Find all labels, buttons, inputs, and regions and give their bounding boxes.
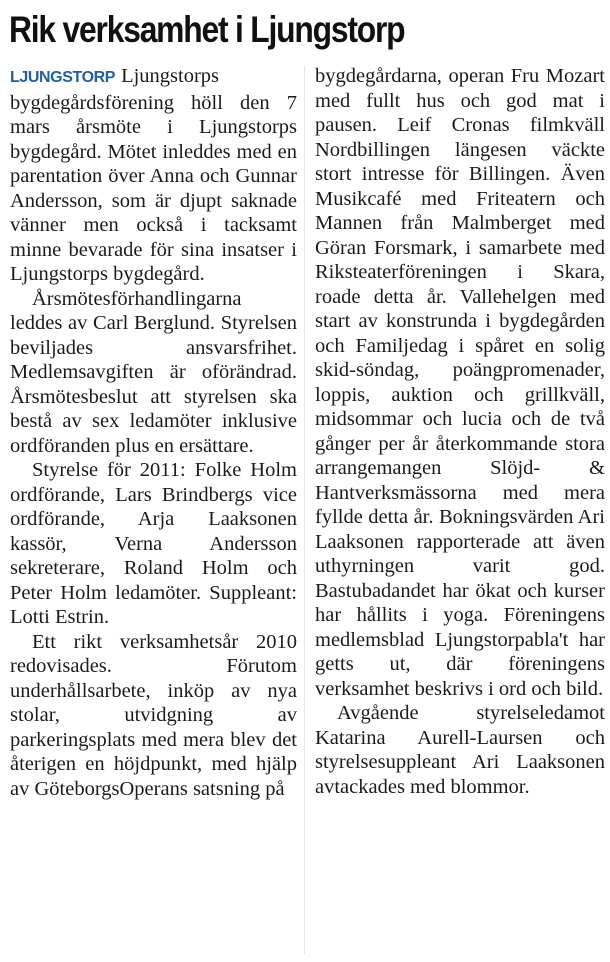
paragraph-4: Ett rikt verksamhetsår 2010 redovisades. Förutom underhållsarbete, inköp av nya stolar, utvidgning av parkeringsplats med mera blev det återigen en höjdpunkt, med hjälp av GöteborgsOperans satsning på [10,630,297,800]
article-headline: Rik verksamhet i Ljungstorp [9,9,405,50]
dateline: LJUNGSTORP [10,69,116,86]
right-column [315,64,605,799]
paragraph-1 [10,64,297,287]
paragraph-2: Årsmötesförhandlingarna leddes av Carl Berglund. Styrelsen beviljades ansvarsfrihet. Medlemsavgiften är oförändrad. Årsmötesbeslut att styrelsen ska bestå av sex ledamöter inklusive ordföranden plus en ersättare. [10,287,297,457]
paragraph-3: Styrelse för 2011: Folke Holm ordförande, Lars Brindbergs vice ordförande, Arja Laaksonen kassör, Verna Andersson sekreterare, Roland Holm och Peter Holm ledamöter. Suppleant: Lotti Estrin. [10,459,297,628]
left-column [10,64,297,801]
column-divider [304,66,305,954]
paragraph-1-text: Ljungstorps bygdegårdsförening höll den 7 mars årsmöte i Ljungstorps bygdegård. Mötet inleddes med en parentation över Anna och Gunnar Andersson, som är djupt saknade vänner men också i tacksamt minne bevarade för sina insatser i Ljungstorps bygdegård. [10,65,297,285]
paragraph-6: Avgående styrelseledamot Katarina Aurell-Laursen och styrelsesuppleant Ari Laaksonen avtackades med blommor. [315,702,605,798]
paragraph-5: bygdegårdarna, operan Fru Mozart med fullt hus och god mat i pausen. Leif Cronas filmkväll Nordbillingen längesen väckte stort intresse för Billingen. Även Musikcafé med Friteatern och Mannen från Malmberget med Göran Forsmark, i samarbete med Riksteaterföreningen i Skara, roade detta år. Vallehelgen med start av konstrunda i bygdegården och Familjedag i spåret en solig skid-söndag, poängpromenader, loppis, auktion och grillkväll, midsommar och lucia och de två gånger per år återkommande stora arrangemangen Slöjd- & Hantverksmässorna med mera fyllde detta år. Bokningsvärden Ari Laaksonen rapporterade att även uthyrningen varit god. Bastubadandet har ökat och kurser har hållits i yoga. Föreningens medlemsblad Ljungstorpabla't har getts ut, där föreningens verksamhet beskrivs i ord och bild. [315,65,605,700]
